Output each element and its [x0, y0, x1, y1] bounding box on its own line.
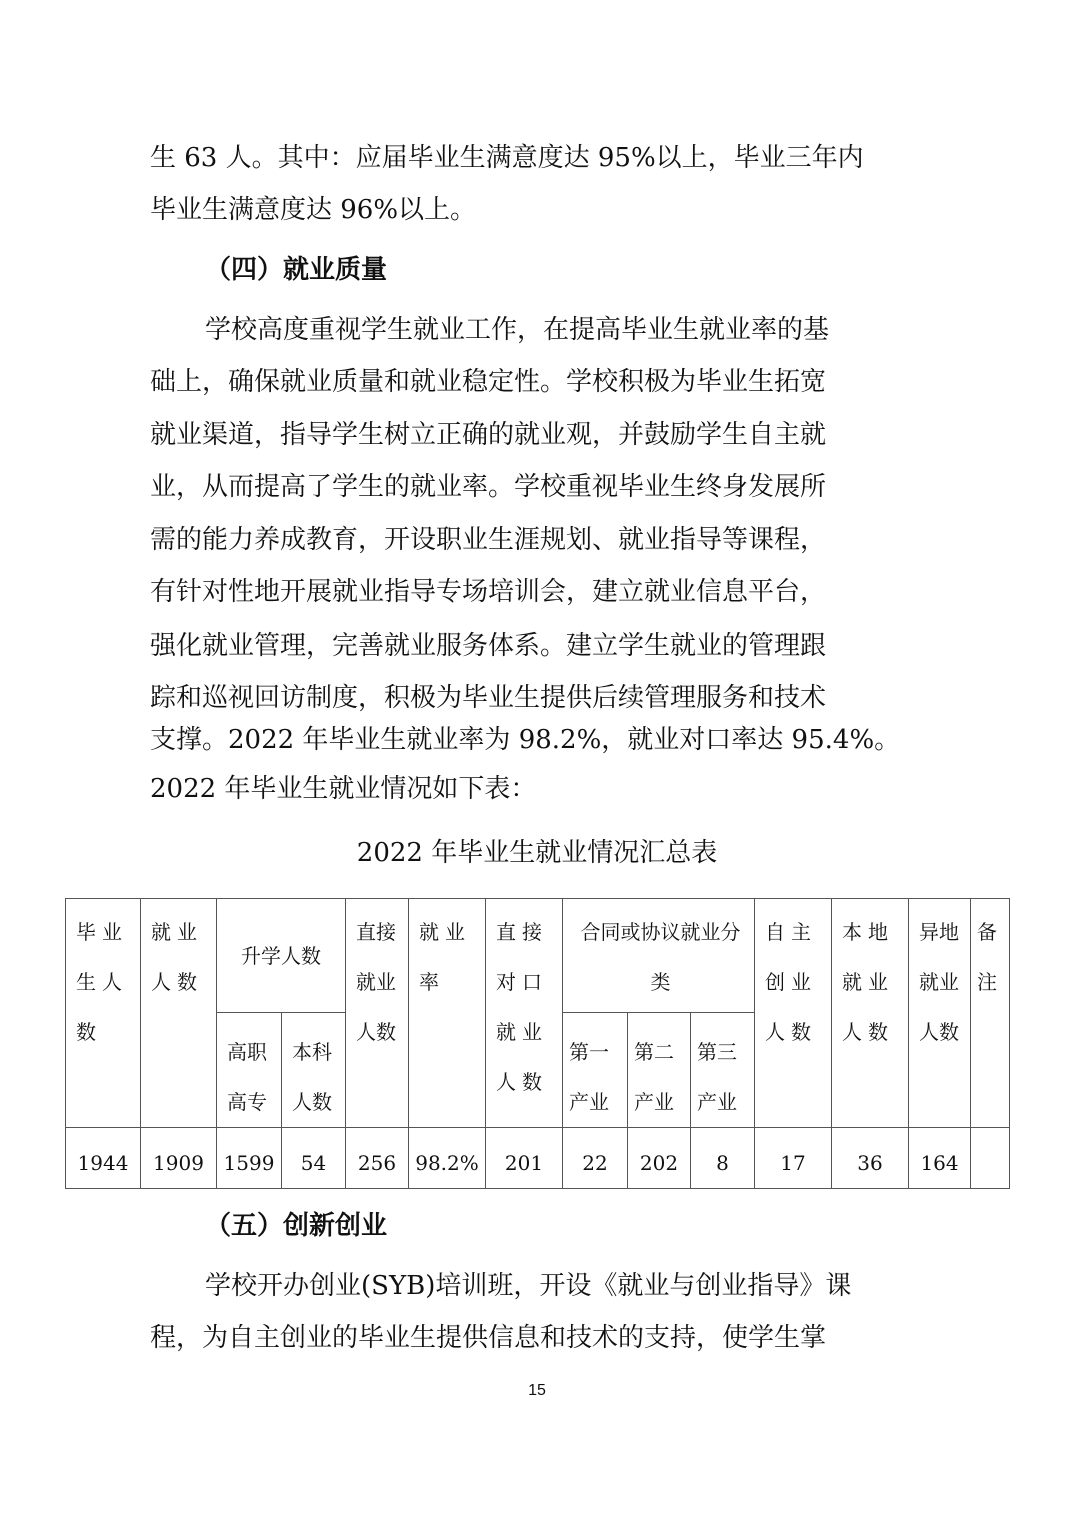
- cell: 256: [346, 1128, 409, 1189]
- cell: 36: [832, 1128, 909, 1189]
- paragraph-line: 础上，确保就业质量和就业稳定性。学校积极为毕业生拓宽: [150, 367, 827, 397]
- cell: 98.2%: [409, 1128, 486, 1189]
- paragraph-line: 程，为自主创业的毕业生提供信息和技术的支持，使学生掌: [150, 1323, 827, 1353]
- header-nonlocal: 异地就业人数: [909, 899, 971, 1128]
- section-heading: （五）创新创业: [205, 1211, 388, 1241]
- header-primary: 第一产业: [563, 1013, 628, 1128]
- paragraph-line: 2022 年毕业生就业情况如下表：: [150, 774, 537, 804]
- paragraph-line: 有针对性地开展就业指导专场培训会，建立就业信息平台，: [150, 577, 827, 607]
- header-vocational: 高职高专: [217, 1013, 282, 1128]
- header-remarks: 备注: [971, 899, 1010, 1128]
- header-matched: 直接对口就业人数: [486, 899, 563, 1128]
- cell: 22: [563, 1128, 628, 1189]
- cell: 8: [691, 1128, 755, 1189]
- paragraph-line: 就业渠道，指导学生树立正确的就业观，并鼓励学生自主就: [150, 420, 827, 450]
- paragraph-line: 业，从而提高了学生的就业率。学校重视毕业生终身发展所: [150, 472, 827, 502]
- cell: 1599: [217, 1128, 282, 1189]
- page-number: 15: [528, 1382, 546, 1399]
- paragraph-line: 生 63 人。其中：应届毕业生满意度达 95%以上，毕业三年内: [150, 143, 864, 173]
- header-contract: 合同或协议就业分类: [563, 899, 755, 1013]
- cell: 201: [486, 1128, 563, 1189]
- paragraph-line: 踪和巡视回访制度，积极为毕业生提供后续管理服务和技术: [150, 683, 827, 713]
- header-direct: 直接就业人数: [346, 899, 409, 1128]
- cell: 202: [628, 1128, 691, 1189]
- header-local: 本地就业人数: [832, 899, 909, 1128]
- employment-table: [65, 898, 1010, 1189]
- cell: 54: [282, 1128, 346, 1189]
- section-heading: （四）就业质量: [205, 255, 388, 285]
- cell: 1909: [141, 1128, 217, 1189]
- header-further-study: 升学人数: [217, 899, 346, 1013]
- cell: [971, 1128, 1010, 1189]
- cell: 164: [909, 1128, 971, 1189]
- header-self: 自主创业人数: [755, 899, 832, 1128]
- paragraph-line: 毕业生满意度达 96%以上。: [150, 195, 477, 225]
- paragraph-line: 学校开办创业(SYB)培训班，开设《就业与创业指导》课: [205, 1271, 852, 1301]
- paragraph-line: 支撑。2022 年毕业生就业率为 98.2%，就业对口率达 95.4%。: [150, 725, 901, 755]
- header-undergrad: 本科人数: [282, 1013, 346, 1128]
- cell: 1944: [66, 1128, 141, 1189]
- header-graduates: 毕业生人数: [66, 899, 141, 1128]
- paragraph-line: 学校高度重视学生就业工作，在提高毕业生就业率的基: [205, 315, 830, 345]
- header-employed: 就业人数: [141, 899, 217, 1128]
- table-row: [66, 1128, 1010, 1189]
- header-secondary: 第二产业: [628, 1013, 691, 1128]
- table-caption: 2022 年毕业生就业情况汇总表: [356, 838, 718, 868]
- header-rate: 就业率: [409, 899, 486, 1128]
- paragraph-line: 强化就业管理，完善就业服务体系。建立学生就业的管理跟: [150, 631, 827, 661]
- paragraph-line: 需的能力养成教育，开设职业生涯规划、就业指导等课程，: [150, 525, 827, 555]
- header-tertiary: 第三产业: [691, 1013, 755, 1128]
- cell: 17: [755, 1128, 832, 1189]
